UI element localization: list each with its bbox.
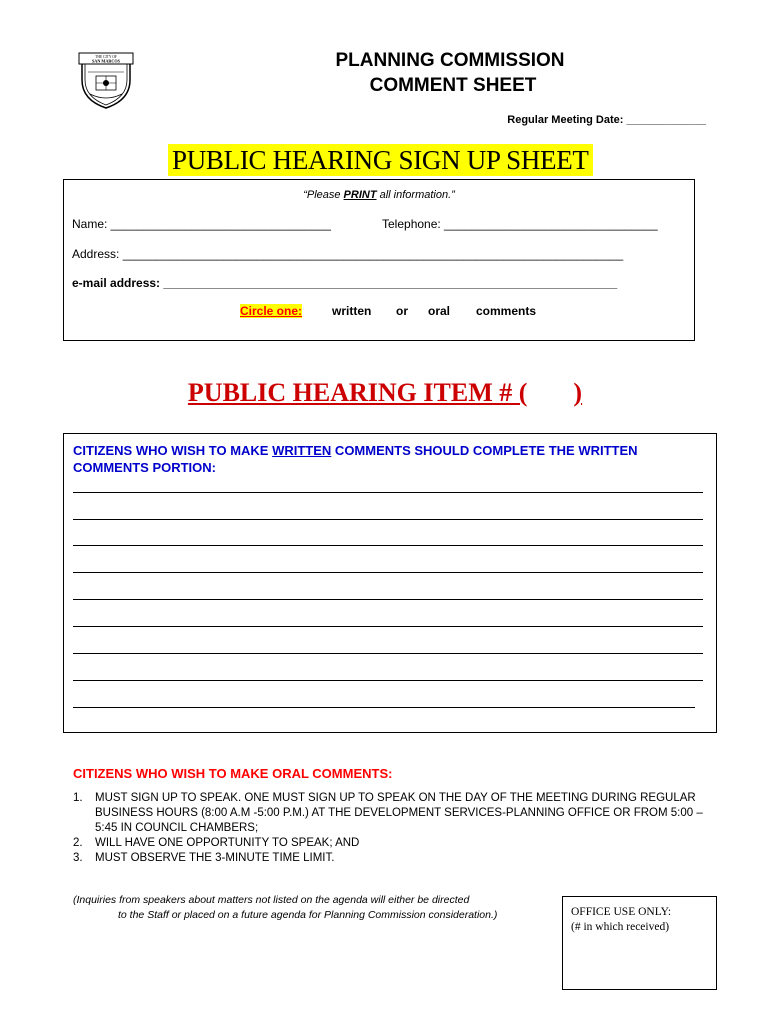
written-comments-box xyxy=(63,433,717,733)
written-comment-line[interactable] xyxy=(73,545,703,546)
svg-text:SAN MARCOS: SAN MARCOS xyxy=(91,58,121,64)
option-oral[interactable]: oral xyxy=(428,304,451,318)
meeting-date-field[interactable]: Regular Meeting Date: _____________ xyxy=(507,114,706,126)
city-seal-logo xyxy=(76,50,136,110)
signup-title: PUBLIC HEARING SIGN UP SHEET xyxy=(168,144,593,176)
title-line-2: COMMENT SHEET xyxy=(369,75,537,96)
document-title xyxy=(300,48,600,98)
public-hearing-item-title: PUBLIC HEARING ITEM # ( ) xyxy=(187,378,583,407)
written-comment-line[interactable] xyxy=(73,626,703,627)
office-use-sublabel: (# in which received) xyxy=(571,921,670,933)
written-comment-line[interactable] xyxy=(73,653,703,654)
written-comment-line[interactable] xyxy=(73,599,703,600)
oral-comments-rules xyxy=(73,791,723,866)
name-field[interactable]: Name: _________________________________ xyxy=(72,217,331,231)
svg-text:THE CITY OF: THE CITY OF xyxy=(95,55,117,59)
email-field[interactable]: e-mail address: ____________________________________________________________________ xyxy=(72,276,618,290)
circle-one-label: Circle one: xyxy=(240,304,303,318)
written-comment-line[interactable] xyxy=(73,572,703,573)
written-comment-line[interactable] xyxy=(73,680,703,681)
list-item: 2. WILL HAVE ONE OPPORTUNITY TO SPEAK; AND xyxy=(73,837,360,849)
title-line-1: PLANNING COMMISSION xyxy=(335,50,565,71)
option-or: or xyxy=(396,304,408,318)
oral-comments-heading: CITIZENS WHO WISH TO MAKE ORAL COMMENTS: xyxy=(73,766,393,781)
address-field[interactable]: Address: ___________________________________________________________________________ xyxy=(72,247,624,261)
written-comments-heading: CITIZENS WHO WISH TO MAKE WRITTEN COMMENTS SHOULD COMPLETE THE WRITTEN COMMENTS PORTION: xyxy=(73,443,638,475)
written-comment-line[interactable] xyxy=(73,707,695,708)
list-item: 1. MUST SIGN UP TO SPEAK. ONE MUST SIGN UP TO SPEAK ON THE DAY OF THE MEETING DURING REGULAR BUSINESS HOURS (8:00 A.M -5:00 P.M.) AT THE DEVELOPMENT SERVICES-PLANNING OFFICE OR FROM 5:00 – 5:45 IN COUNCIL CHAMBERS; xyxy=(73,792,703,834)
print-instruction: “Please PRINT all information.” xyxy=(303,189,455,201)
inquiry-note: (Inquiries from speakers about matters not listed on the agenda will either be directed to the Staff or placed on a future agenda for Planning Commission consideration.) xyxy=(73,894,498,921)
telephone-field[interactable]: Telephone: ________________________________ xyxy=(382,217,658,231)
option-comments: comments xyxy=(476,304,537,318)
option-written[interactable]: written xyxy=(332,304,372,318)
office-use-label: OFFICE USE ONLY: xyxy=(571,906,672,918)
written-comment-line[interactable] xyxy=(73,519,703,520)
office-use-box xyxy=(562,896,717,990)
signup-box xyxy=(63,179,695,341)
list-item: 3. MUST OBSERVE THE 3-MINUTE TIME LIMIT. xyxy=(73,852,335,864)
written-comment-line[interactable] xyxy=(73,492,703,493)
